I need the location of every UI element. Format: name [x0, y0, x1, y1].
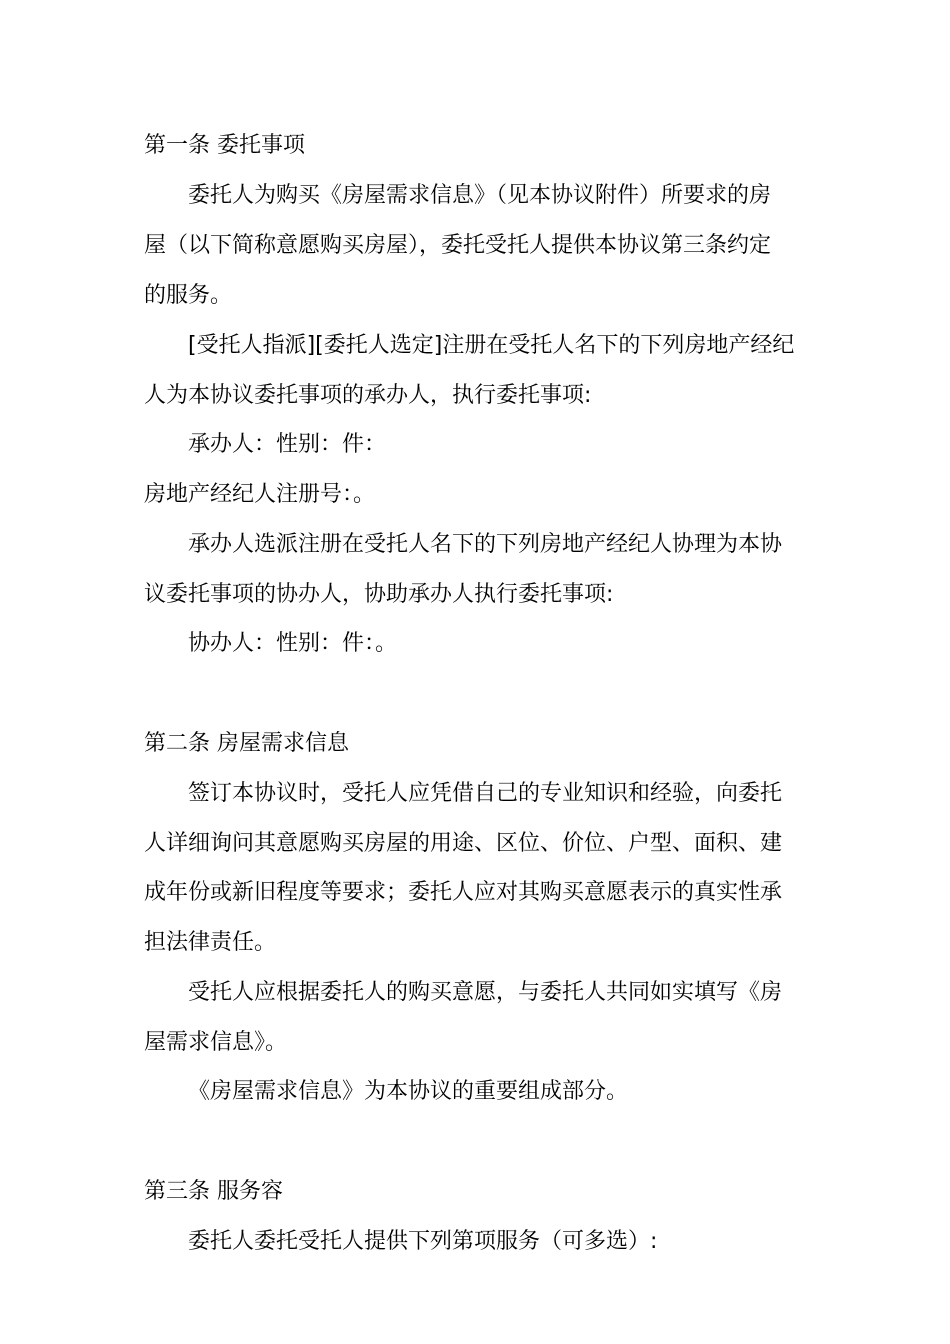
paragraph-line: 委托人委托受托人提供下列第项服务（可多选）:: [188, 1229, 658, 1254]
paragraph-line: 人为本协议委托事项的承办人，执行委托事项:: [144, 383, 592, 408]
paragraph-line: 协办人：性别：件：。: [188, 631, 398, 656]
paragraph-line: 屋（以下简称意愿购买房屋），委托受托人提供本协议第三条约定: [144, 233, 772, 258]
paragraph-line: 承办人选派注册在受托人名下的下列房地产经纪人协理为本协: [188, 532, 783, 557]
paragraph-line: 委托人为购买《房屋需求信息》（见本协议附件）所要求的房: [188, 183, 772, 208]
paragraph-line: [受托人指派][委托人选定]注册在受托人名下的下列房地产经纪: [188, 333, 795, 358]
paragraph-line: 屋需求信息》。: [144, 1030, 288, 1055]
paragraph-line: 《房屋需求信息》为本协议的重要组成部分。: [188, 1079, 629, 1104]
paragraph-line: 人详细询问其意愿购买房屋的用途、区位、价位、户型、面积、建: [144, 831, 783, 856]
paragraph-line: 担法律责任。: [144, 930, 277, 955]
section-heading: 第二条 房屋需求信息: [144, 731, 349, 756]
paragraph-line: 房地产经纪人注册号：。: [144, 482, 376, 507]
section-heading: 第三条 服务容: [144, 1179, 283, 1204]
paragraph-line: 受托人应根据委托人的购买意愿，与委托人共同如实填写《房: [188, 980, 783, 1005]
section-heading: 第一条 委托事项: [144, 133, 305, 158]
paragraph-line: 的服务。: [144, 283, 233, 308]
paragraph-line: 签订本协议时，受托人应凭借自己的专业知识和经验，向委托: [188, 781, 783, 806]
paragraph-line: 承办人：性别：件：: [188, 432, 387, 457]
paragraph-line: 议委托事项的协办人，协助承办人执行委托事项:: [144, 582, 614, 607]
paragraph-line: 成年份或新旧程度等要求；委托人应对其购买意愿表示的真实性承: [144, 880, 783, 905]
